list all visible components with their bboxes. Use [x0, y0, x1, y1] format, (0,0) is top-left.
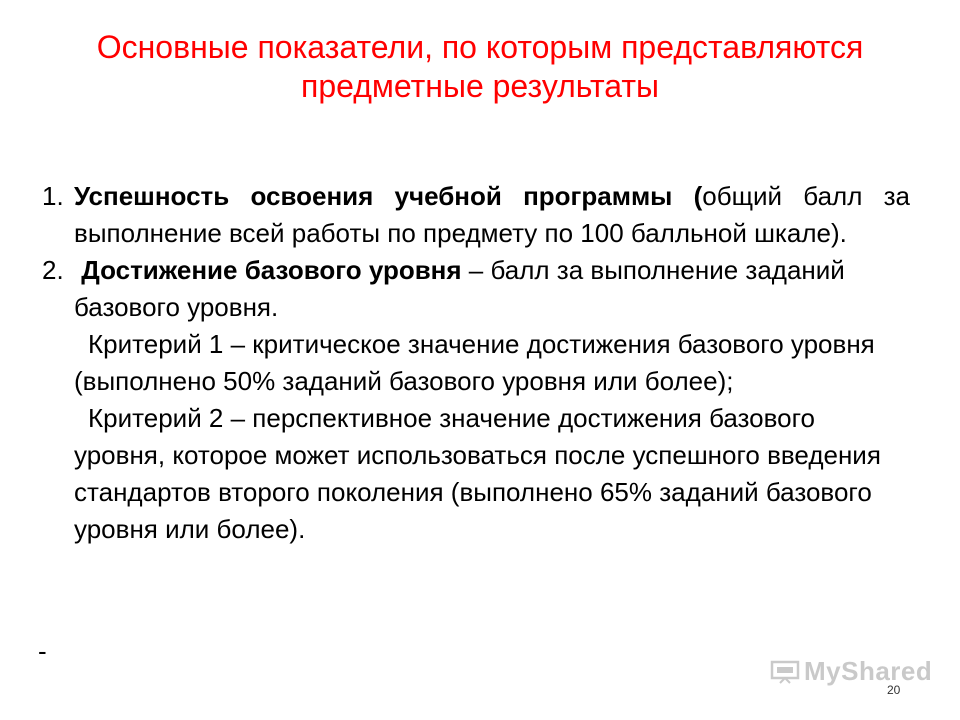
watermark	[770, 656, 932, 687]
slide-title: Основные показатели, по которым представляются предметные результаты	[96, 29, 864, 104]
slide-body	[42, 178, 910, 548]
list-item-number: 1.	[42, 181, 64, 211]
page-number: 20	[887, 683, 901, 697]
watermark-text: MyShared	[804, 656, 933, 686]
list-item-2	[42, 252, 910, 326]
criterion-2: Критерий 2 – перспективное значение достижения базового уровня, которое может использоваться после успешного введения стандартов второго поколения (выполнено 65% заданий базового уровня или более).	[74, 403, 881, 544]
list-item-number: 2.	[42, 255, 64, 285]
trailing-dash: -	[38, 636, 47, 666]
list-item-text: общий балл за выполнение всей работы по предмету по 100 балльной шкале).	[74, 181, 910, 248]
list-item-text: – балл за выполнение заданий базового уровня.	[74, 255, 845, 322]
presentation-icon	[770, 660, 800, 684]
list-item-1	[42, 178, 910, 252]
list-item-bold-text: Достижение базового уровня	[81, 255, 462, 285]
list-item-bold-text: Успешность освоения учебной программы (	[74, 181, 703, 211]
criterion-1: Критерий 1 – критическое значение достижения базового уровня (выполнено 50% заданий базового уровня или более);	[74, 329, 875, 396]
